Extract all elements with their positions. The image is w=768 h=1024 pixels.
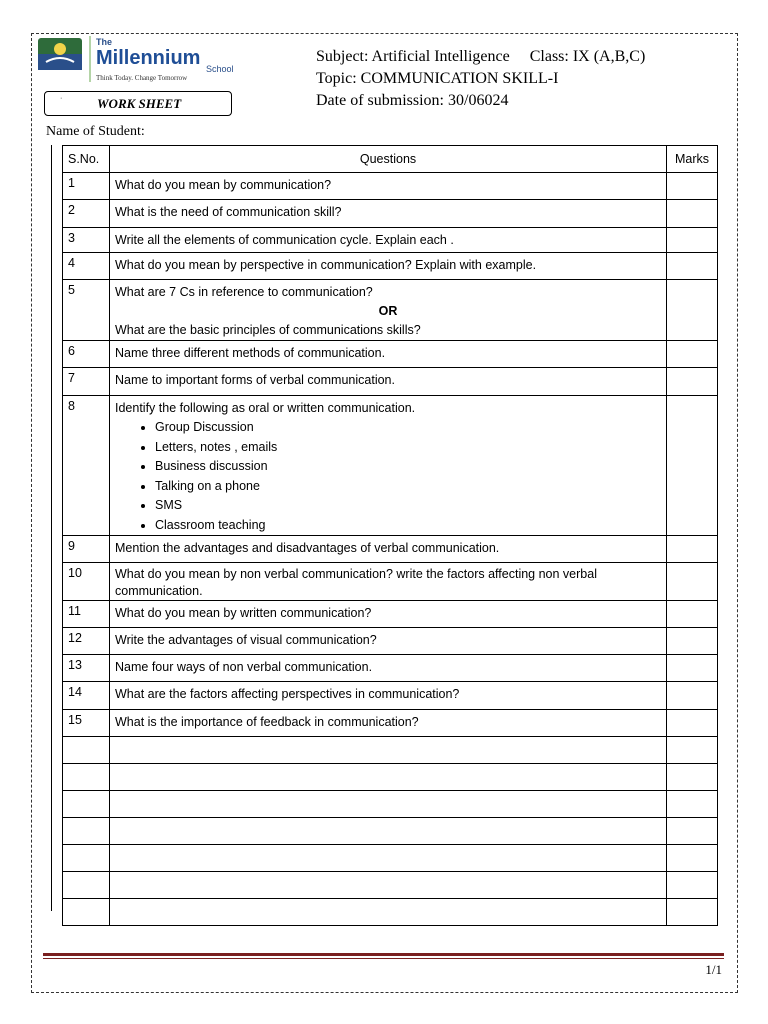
row-question: Name three different methods of communication.: [110, 341, 667, 368]
empty-row: [63, 818, 718, 845]
row-sno: 13: [63, 655, 110, 682]
row-question: Write all the elements of communication cycle. Explain each .: [110, 228, 667, 253]
row-sno: 11: [63, 601, 110, 628]
date-text: Date of submission: 30/06024: [316, 92, 509, 109]
table-row: [63, 655, 718, 682]
header-questions: Questions: [110, 146, 667, 173]
empty-row: [63, 899, 718, 926]
page-number: 1/1: [705, 962, 722, 977]
options-list: [115, 418, 661, 535]
row-sno: 12: [63, 628, 110, 655]
table-row: [63, 341, 718, 368]
marks-cell[interactable]: [667, 228, 718, 253]
list-item: • Business discussion: [155, 457, 661, 477]
row-sno: 3: [63, 228, 110, 253]
header-sno: S.No.: [63, 146, 110, 173]
subject-text: Subject: Artificial Intelligence: [316, 48, 510, 65]
marks-cell[interactable]: [667, 872, 718, 899]
marks-cell[interactable]: [667, 173, 718, 200]
row-sno: 1: [63, 173, 110, 200]
worksheet-dot: ·: [60, 95, 63, 102]
row-question: What do you mean by perspective in communication? Explain with example.: [110, 253, 667, 280]
table-row: [63, 682, 718, 710]
table-row: [63, 536, 718, 563]
table-row: [63, 253, 718, 280]
marks-cell[interactable]: [667, 601, 718, 628]
row-sno: 7: [63, 368, 110, 396]
table-row: [63, 396, 718, 536]
row-sno: 10: [63, 563, 110, 601]
row-question: Name four ways of non verbal communication.: [110, 655, 667, 682]
list-item: • Group Discussion: [155, 418, 661, 438]
marks-cell[interactable]: [667, 396, 718, 536]
marks-cell[interactable]: [667, 200, 718, 228]
row-question: What do you mean by non verbal communication? write the factors affecting non verbal communication.: [110, 563, 667, 601]
row-question: Name to important forms of verbal communication.: [110, 368, 667, 396]
table-row: [63, 200, 718, 228]
list-item: • Talking on a phone: [155, 477, 661, 497]
marks-cell[interactable]: [667, 368, 718, 396]
table-left-strip: [51, 145, 62, 911]
marks-cell[interactable]: [667, 341, 718, 368]
row-question: What are the factors affecting perspectives in communication?: [110, 682, 667, 710]
row-sno: 15: [63, 710, 110, 737]
list-item: • Letters, notes , emails: [155, 438, 661, 458]
marks-cell[interactable]: [667, 845, 718, 872]
row-question: Write the advantages of visual communication?: [110, 628, 667, 655]
student-name-label: Name of Student:: [46, 124, 145, 139]
empty-row: [63, 764, 718, 791]
questions-table: [62, 145, 718, 926]
row-question: What do you mean by written communication?: [110, 601, 667, 628]
table-row: [63, 628, 718, 655]
marks-cell[interactable]: [667, 682, 718, 710]
class-text: Class: IX (A,B,C): [529, 48, 646, 65]
table-row: [63, 280, 718, 341]
table-row: [63, 228, 718, 253]
row-sno: 14: [63, 682, 110, 710]
empty-row: [63, 791, 718, 818]
row-sno: 4: [63, 253, 110, 280]
row-sno: 8: [63, 396, 110, 536]
row-question: What do you mean by communication?: [110, 173, 667, 200]
question-part-1: What are 7 Cs in reference to communication?: [115, 285, 373, 299]
row-sno: 5: [63, 280, 110, 341]
row-question: What is the importance of feedback in communication?: [110, 710, 667, 737]
marks-cell[interactable]: [667, 655, 718, 682]
school-logo: [38, 36, 238, 84]
footer-divider-thin: [43, 958, 724, 959]
logo-school-text: School: [206, 64, 234, 74]
table-row: [63, 710, 718, 737]
table-row: [63, 173, 718, 200]
empty-row: [63, 845, 718, 872]
header-info: [316, 46, 645, 112]
marks-cell[interactable]: [667, 536, 718, 563]
worksheet-box: [44, 91, 232, 116]
row-sno: 9: [63, 536, 110, 563]
logo-the-text: The: [96, 37, 113, 47]
marks-cell[interactable]: [667, 899, 718, 926]
row-sno: 2: [63, 200, 110, 228]
marks-cell[interactable]: [667, 628, 718, 655]
list-item: • SMS: [155, 496, 661, 516]
header-marks: Marks: [667, 146, 718, 173]
row-question: [110, 396, 667, 536]
table-row: [63, 563, 718, 601]
question-text: Identify the following as oral or written communication.: [115, 401, 416, 415]
marks-cell[interactable]: [667, 737, 718, 764]
marks-cell[interactable]: [667, 563, 718, 601]
footer-divider: [43, 953, 724, 956]
logo-tagline: Think Today. Change Tomorrow: [96, 74, 188, 82]
empty-row: [63, 737, 718, 764]
question-part-2: What are the basic principles of communications skills?: [115, 323, 421, 337]
empty-row: [63, 872, 718, 899]
row-question: [110, 280, 667, 341]
topic-text: Topic: COMMUNICATION SKILL-I: [316, 70, 559, 87]
marks-cell[interactable]: [667, 253, 718, 280]
worksheet-label: WORK SHEET: [97, 96, 182, 111]
marks-cell[interactable]: [667, 710, 718, 737]
row-sno: 6: [63, 341, 110, 368]
row-question: What is the need of communication skill?: [110, 200, 667, 228]
marks-cell[interactable]: [667, 764, 718, 791]
or-separator: OR: [378, 304, 398, 318]
row-question: Mention the advantages and disadvantages of verbal communication.: [110, 536, 667, 563]
table-header-row: [63, 146, 718, 173]
marks-cell[interactable]: [667, 280, 718, 341]
marks-cell[interactable]: [667, 818, 718, 845]
logo-name-text: Millennium: [96, 47, 201, 69]
list-item: • Classroom teaching: [155, 516, 661, 536]
marks-cell[interactable]: [667, 791, 718, 818]
table-row: [63, 368, 718, 396]
table-row: [63, 601, 718, 628]
